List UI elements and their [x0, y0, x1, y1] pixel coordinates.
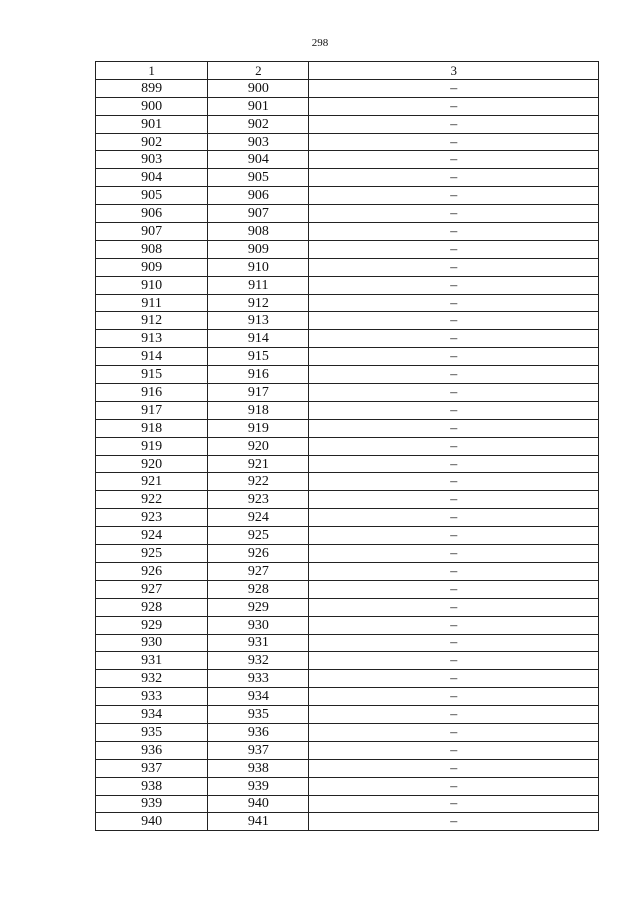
table-cell-col-1: 904	[96, 169, 208, 187]
table-cell-col-3: –	[309, 509, 599, 527]
table-row	[96, 384, 599, 402]
table-row	[96, 169, 599, 187]
table-row	[96, 348, 599, 366]
table-row	[96, 706, 599, 724]
table-cell-col-3: –	[309, 545, 599, 563]
table-cell-col-3: –	[309, 473, 599, 491]
table-row	[96, 79, 599, 97]
table-cell-col-1: 938	[96, 777, 208, 795]
table-cell-col-1: 939	[96, 795, 208, 813]
table-row	[96, 652, 599, 670]
table-cell-col-2: 930	[208, 616, 309, 634]
table-cell-col-3: –	[309, 759, 599, 777]
table-row	[96, 455, 599, 473]
table-cell-col-1: 918	[96, 419, 208, 437]
table-row	[96, 491, 599, 509]
table-row	[96, 276, 599, 294]
table-row	[96, 777, 599, 795]
table-row	[96, 312, 599, 330]
table-cell-col-3: –	[309, 384, 599, 402]
table-row	[96, 545, 599, 563]
table-cell-col-1: 906	[96, 205, 208, 223]
table-row	[96, 813, 599, 831]
table-cell-col-2: 941	[208, 813, 309, 831]
table-cell-col-2: 933	[208, 670, 309, 688]
table-cell-col-2: 939	[208, 777, 309, 795]
table-cell-col-3: –	[309, 79, 599, 97]
table-cell-col-2: 906	[208, 187, 309, 205]
table-cell-col-2: 938	[208, 759, 309, 777]
table-cell-col-1: 900	[96, 97, 208, 115]
table-cell-col-3: –	[309, 777, 599, 795]
table-cell-col-3: –	[309, 97, 599, 115]
table-row	[96, 437, 599, 455]
table-cell-col-1: 910	[96, 276, 208, 294]
table-row	[96, 580, 599, 598]
table-cell-col-2: 919	[208, 419, 309, 437]
table-cell-col-2: 911	[208, 276, 309, 294]
table-row	[96, 151, 599, 169]
table-row	[96, 401, 599, 419]
table-cell-col-2: 940	[208, 795, 309, 813]
table-cell-col-3: –	[309, 491, 599, 509]
table-cell-col-2: 934	[208, 688, 309, 706]
table-cell-col-1: 912	[96, 312, 208, 330]
table-cell-col-1: 922	[96, 491, 208, 509]
table-cell-col-3: –	[309, 598, 599, 616]
table-cell-col-1: 913	[96, 330, 208, 348]
table-cell-col-2: 929	[208, 598, 309, 616]
table-cell-col-2: 921	[208, 455, 309, 473]
table-cell-col-1: 940	[96, 813, 208, 831]
table-row	[96, 366, 599, 384]
table-cell-col-1: 933	[96, 688, 208, 706]
table-row	[96, 187, 599, 205]
table-cell-col-1: 921	[96, 473, 208, 491]
table-cell-col-2: 925	[208, 527, 309, 545]
table-cell-col-2: 901	[208, 97, 309, 115]
table-cell-col-3: –	[309, 562, 599, 580]
table-cell-col-3: –	[309, 634, 599, 652]
table-cell-col-2: 923	[208, 491, 309, 509]
table-cell-col-2: 917	[208, 384, 309, 402]
table-cell-col-3: –	[309, 527, 599, 545]
table-row	[96, 133, 599, 151]
table-cell-col-1: 908	[96, 240, 208, 258]
table-cell-col-3: –	[309, 741, 599, 759]
table-cell-col-3: –	[309, 437, 599, 455]
table-row	[96, 688, 599, 706]
table-cell-col-3: –	[309, 419, 599, 437]
table-cell-col-3: –	[309, 401, 599, 419]
table-cell-col-1: 920	[96, 455, 208, 473]
table-row	[96, 616, 599, 634]
table-cell-col-3: –	[309, 652, 599, 670]
table-cell-col-3: –	[309, 706, 599, 724]
table-row	[96, 419, 599, 437]
table-row	[96, 473, 599, 491]
table-cell-col-3: –	[309, 187, 599, 205]
table-cell-col-1: 923	[96, 509, 208, 527]
table-cell-col-2: 918	[208, 401, 309, 419]
table-cell-col-2: 932	[208, 652, 309, 670]
column-header-1: 1	[96, 62, 208, 80]
table-cell-col-1: 917	[96, 401, 208, 419]
table-cell-col-3: –	[309, 223, 599, 241]
table-cell-col-1: 932	[96, 670, 208, 688]
table-cell-col-3: –	[309, 330, 599, 348]
table-cell-col-3: –	[309, 366, 599, 384]
table-cell-col-2: 912	[208, 294, 309, 312]
table-cell-col-3: –	[309, 723, 599, 741]
table-row	[96, 509, 599, 527]
table-cell-col-2: 900	[208, 79, 309, 97]
table-cell-col-1: 936	[96, 741, 208, 759]
column-header-2: 2	[208, 62, 309, 80]
table-cell-col-1: 911	[96, 294, 208, 312]
table-cell-col-1: 905	[96, 187, 208, 205]
table-row	[96, 240, 599, 258]
table-cell-col-3: –	[309, 455, 599, 473]
table-cell-col-2: 907	[208, 205, 309, 223]
table-cell-col-1: 914	[96, 348, 208, 366]
table-cell-col-1: 901	[96, 115, 208, 133]
table-header	[96, 62, 599, 80]
table-cell-col-2: 931	[208, 634, 309, 652]
table-row	[96, 294, 599, 312]
table-cell-col-2: 922	[208, 473, 309, 491]
table-cell-col-2: 913	[208, 312, 309, 330]
table-cell-col-2: 905	[208, 169, 309, 187]
table-cell-col-1: 928	[96, 598, 208, 616]
table-cell-col-3: –	[309, 205, 599, 223]
table-cell-col-2: 910	[208, 258, 309, 276]
table-cell-col-3: –	[309, 240, 599, 258]
table-cell-col-3: –	[309, 580, 599, 598]
table-cell-col-2: 903	[208, 133, 309, 151]
table-cell-col-1: 931	[96, 652, 208, 670]
table-cell-col-2: 936	[208, 723, 309, 741]
table-cell-col-1: 925	[96, 545, 208, 563]
table-row	[96, 562, 599, 580]
table-cell-col-3: –	[309, 312, 599, 330]
table-cell-col-2: 926	[208, 545, 309, 563]
table-cell-col-1: 919	[96, 437, 208, 455]
table-cell-col-3: –	[309, 115, 599, 133]
table-row	[96, 634, 599, 652]
table-cell-col-1: 909	[96, 258, 208, 276]
table-body	[96, 79, 599, 830]
table-cell-col-2: 915	[208, 348, 309, 366]
table-cell-col-2: 916	[208, 366, 309, 384]
table-cell-col-3: –	[309, 133, 599, 151]
table-row	[96, 598, 599, 616]
table-cell-col-1: 924	[96, 527, 208, 545]
table-cell-col-2: 908	[208, 223, 309, 241]
table-row	[96, 670, 599, 688]
table-row	[96, 223, 599, 241]
table-cell-col-2: 909	[208, 240, 309, 258]
table-cell-col-2: 935	[208, 706, 309, 724]
table-cell-col-3: –	[309, 169, 599, 187]
table-cell-col-3: –	[309, 258, 599, 276]
table-cell-col-1: 937	[96, 759, 208, 777]
table-cell-col-2: 927	[208, 562, 309, 580]
table-row	[96, 330, 599, 348]
table-row	[96, 741, 599, 759]
table-cell-col-3: –	[309, 795, 599, 813]
table-cell-col-3: –	[309, 813, 599, 831]
table-cell-col-3: –	[309, 276, 599, 294]
table-cell-col-1: 934	[96, 706, 208, 724]
table-row	[96, 723, 599, 741]
table-cell-col-2: 902	[208, 115, 309, 133]
table-cell-col-2: 928	[208, 580, 309, 598]
table-row	[96, 527, 599, 545]
column-header-3: 3	[309, 62, 599, 80]
table-cell-col-1: 907	[96, 223, 208, 241]
table-cell-col-2: 914	[208, 330, 309, 348]
table-cell-col-3: –	[309, 348, 599, 366]
table-cell-col-1: 935	[96, 723, 208, 741]
table-cell-col-1: 927	[96, 580, 208, 598]
table-cell-col-2: 904	[208, 151, 309, 169]
table-row	[96, 759, 599, 777]
table-row	[96, 795, 599, 813]
table-cell-col-3: –	[309, 616, 599, 634]
table-cell-col-3: –	[309, 688, 599, 706]
table-row	[96, 115, 599, 133]
table-cell-col-1: 899	[96, 79, 208, 97]
table-cell-col-2: 937	[208, 741, 309, 759]
table-cell-col-2: 920	[208, 437, 309, 455]
table-cell-col-3: –	[309, 670, 599, 688]
table-cell-col-3: –	[309, 294, 599, 312]
table-cell-col-1: 915	[96, 366, 208, 384]
table-cell-col-1: 916	[96, 384, 208, 402]
table-cell-col-1: 902	[96, 133, 208, 151]
table-cell-col-1: 903	[96, 151, 208, 169]
page-number: 298	[311, 37, 329, 49]
table-cell-col-1: 929	[96, 616, 208, 634]
table-cell-col-1: 926	[96, 562, 208, 580]
table-cell-col-1: 930	[96, 634, 208, 652]
table-row	[96, 97, 599, 115]
header-row	[96, 62, 599, 80]
table-cell-col-3: –	[309, 151, 599, 169]
table-row	[96, 258, 599, 276]
data-table	[95, 61, 599, 831]
table-cell-col-2: 924	[208, 509, 309, 527]
table-row	[96, 205, 599, 223]
